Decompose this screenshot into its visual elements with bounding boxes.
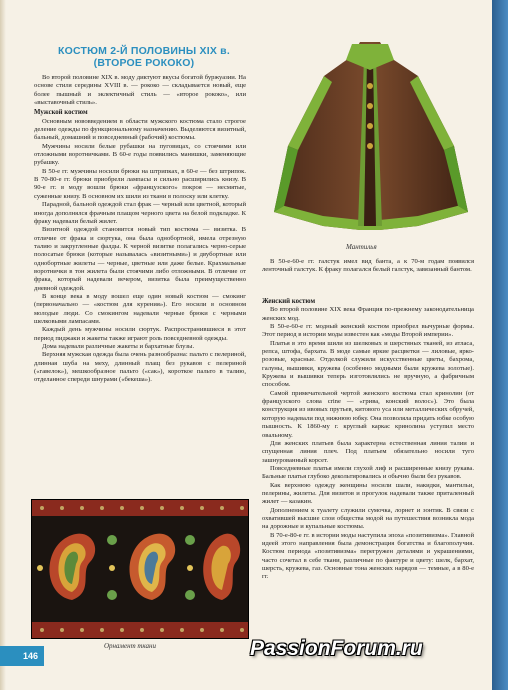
right-paragraph: В 50-е-60-е гг. модный женский костюм приобрел вычурные формы. Этот период в истории моды известен как «моды Второй империи».	[262, 323, 474, 339]
right-paragraph: Для женских платьев была характерна естественная линия талии и спущенная линия плеч. Под платьем обязательно носили туго зашнурованный корсет.	[262, 439, 474, 464]
right-paragraph: Платья в это время шили из шелковых и шерстяных тканей, из атласа, репса, штофа, бархата. В моде самые яркие расцветки — лиловые, ярко-розовые, красные. Отделкой служили искусственные цветы, бахрома, галуны, вышивки, кружева (особенно модными были кружева золотые). Кружева и вышивки теперь изготовлялись не вручную, а фабричным способом.	[262, 339, 474, 389]
left-text-column	[34, 74, 246, 385]
right-paragraph: Во второй половине XIX века Франция по-прежнему законодательница женских мод.	[262, 306, 474, 322]
left-paragraph: Парадной, бальной одеждой стал фрак — черный или цветной, который иногда дополнялся фрачным плащом черного цвета на белой подкладке. К фраку надевали белый жилет.	[34, 201, 246, 225]
right-paragraph: В 70-е-80-е гг. в истории моды наступила эпоха «позитивизма». Главной идеей этого направления была демонстрация богатства и благополучия. Костюм периода «позитивизма» перегружен деталями и украшениями, часто сочетал в себе ткани, различные по фактуре и цвету: шелк, бархат, шерсть, кружева, газ. Основные тона женских нарядов — темные, а в 80-е гг.	[262, 531, 474, 581]
left-paragraph: Дома надевали различные жакеты и бархатные блузы.	[42, 343, 195, 350]
ornament-caption: Орнамент ткани	[104, 642, 157, 650]
mantle-caption: Мантилья	[346, 243, 377, 251]
left-paragraph: Мужчины носили белые рубашки на пуговицах, со стоячими или отложными воротничками. В 60-е годы появились манишки, заменяющие рубашку.	[34, 142, 246, 167]
left-paragraph: Визитной одеждой становится новый тип костюма — визитка. В отличие от фрака и сюртука, она была однобортной, имела отрезную талию и закругленные фалды. К черной визитке полагались черно-серые полосатые брюки (которые называлась «визитными») и двубортные или однобортные жилеты — черные, цветные или даже белые. Крахмальные воротнички в тон жилета были стоячими либо отложными. В отличие от фрака, который надевали вечером, визитка была преимущественно дневной одеждой.	[34, 226, 246, 292]
left-paragraph: В 50-е гг. мужчины носили брюки на штрипках, в 60-е — без штрипок. В 70-80-е гг. брюки приобрели лампасы и сильно расширились книзу. В 90-е гг. в моду вошли брюки «французского» покроя — несмятые, суженные книзу. В основном их шили из ткани в полоску или клетку.	[34, 167, 246, 200]
page-title: КОСТЮМ 2-Й ПОЛОВИНЫ XIX в. (ВТОРОЕ РОКОКО)	[58, 45, 230, 69]
right-paragraph: Дополнением к туалету служили сумочка, лорнет и зонтик. В связи с охватившей высшие слои общества модой на путешествия возникла мода на дорожные и купальные костюмы.	[262, 506, 474, 531]
book-side-edge	[492, 0, 508, 690]
left-paragraph: Основным нововведением в области мужского костюма стало строгое деление одежды по функциональному назначению. Выделяются визитный, бальный, домашний и повседневный (рабочий) костюмы.	[34, 117, 246, 142]
left-paragraph: Верхняя мужская одежда была очень разнообразна: пальто с пелериной, длинная шуба на меху, длинный плащ без рукавов с пелериной («гавелок»), мешкообразное пальто («сак»), короткое пальто в талию, отделанное спереди шнурами («бекеша»).	[34, 351, 246, 384]
left-paragraph: В конце века в моду вошел еще один новый костюм — смокинг (первоначально — «костюм для курения»). Его носили в основном молодые люди. Со смокингом надевали черные брюки с черными шелковыми лампасами.	[34, 292, 246, 325]
right-top-paragraph: В 50-е-60-е гг. галстук имел вид банта, а к 70-м годам появился ленточный галстук. К фраку полагался белый галстук, завязанный бантом.	[262, 258, 474, 274]
left-paragraph: Во второй половине XIX в. моду диктуют вкусы богатой буржуазии. На основе стиля середины XVIII в. — рококо — складывается новый, еще более пышный и эклектичный стиль — «второе рококо», или «выставочный стиль».	[34, 74, 246, 107]
right-paragraph: Повседневные платья имели глухой лиф и расширенные книзу рукава. Бальные платья глубоко декольтировались и обычно были без рукавов.	[262, 464, 474, 481]
left-heading: Мужской костюм	[34, 109, 88, 117]
fabric-ornament-illustration	[31, 499, 249, 639]
page-number: 146	[0, 646, 44, 666]
left-paragraph: Каждый день мужчины носили сюртук. Распространившиеся в этот период пиджаки и жакеты также играют роль повседневной одежды.	[34, 326, 246, 342]
mantle-illustration	[268, 36, 473, 236]
right-heading: Женский костюм	[262, 298, 316, 305]
watermark-logo: PassionForum.ru	[250, 637, 423, 660]
right-paragraph: Как верхнюю одежду женщины носили шали, накидки, мантильи, пелерины, жилеты. Для визитов и прогулок надевали также приталенный жилет — казакин.	[262, 481, 474, 506]
right-text-column-top	[262, 258, 474, 275]
right-text-column	[262, 296, 474, 582]
right-paragraph: Самой примечательной чертой женского костюма стал кринолин (от французского слова crine — «грива, конский волос»). Это была конструкция из ивовых прутьев, китового уса или металлических обручей, которую надевали под нижнюю юбку. Она позволяла придать юбке особую пышность. К 1860-му г. круглый каркас кринолина уступил место овальному.	[262, 389, 474, 439]
